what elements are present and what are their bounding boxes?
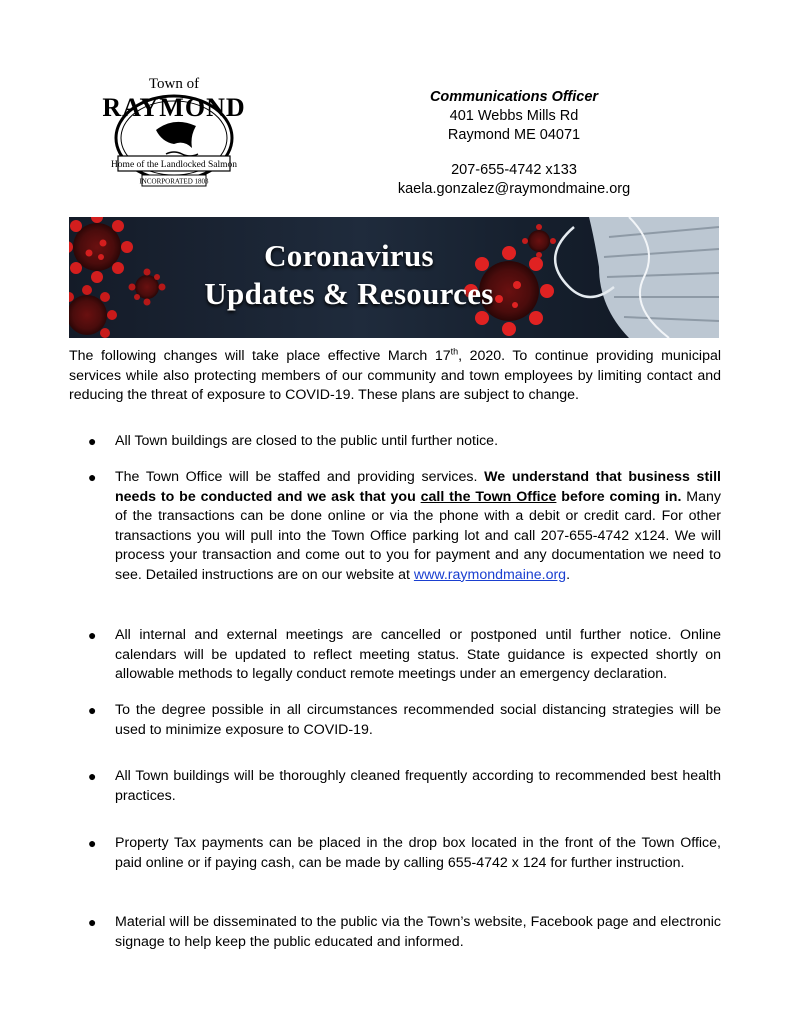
salmon-icon — [156, 122, 196, 148]
contact-email: kaela.gonzalez@raymondmaine.org — [397, 181, 631, 197]
face-mask-icon — [555, 217, 719, 338]
list-item: ● All Town buildings will be thoroughly cleaned frequently according to recommended best health practices. — [88, 768, 721, 804]
list-item: ● To the degree possible in all circumstances recommended social distancing strategies will be used to minimize exposure to COVID-19. — [88, 702, 721, 738]
bullet-icon: ● — [88, 469, 97, 485]
town-logo — [96, 72, 252, 196]
bullet-icon: ● — [88, 702, 97, 718]
website-link[interactable]: www.raymondmaine.org — [413, 566, 567, 583]
list-item: ● The Town Office will be staffed and providing services. We understand that business still needs to be conducted and we ask that you call the Town Office before coming in. Many of the transactions can be done online or via the phone with a debit or credit card. For other transactions you will pull into the Town Office parking lot and call 207-655-4742 x124. We will process your transaction and come out to you for payment and any documentation we need to see. Detailed instructions are on our website at www.raymondmaine.org. — [88, 469, 721, 583]
bullet-icon: ● — [88, 835, 97, 851]
bullet-icon: ● — [88, 627, 97, 643]
virus-icon — [69, 285, 117, 338]
call-town-office-text: call the Town Office — [420, 488, 557, 505]
contact-city: Raymond ME 04071 — [447, 127, 581, 143]
list-item: ● All internal and external meetings are cancelled or postponed until further notice. Online calendars will be updated to reflect meeting status. State guidance is expected shortly on allowable methods to legally conduct remote meetings under an emergency declaration. — [88, 627, 721, 682]
list-item: ● Material will be disseminated to the public via the Town’s website, Facebook page and electronic signage to help keep the public educated and informed. — [88, 914, 721, 950]
bullet-icon: ● — [88, 433, 97, 449]
logo-town-of: Town of — [148, 76, 200, 92]
coronavirus-banner — [69, 217, 719, 338]
contact-block — [380, 88, 648, 199]
virus-icon — [129, 269, 166, 306]
intro-paragraph: The following changes will take place effective March 17th, 2020. To continue providing municipal services while also protecting members of our community and town employees by limiting contact and reducing the threat of exposure to COVID-19. These plans are subject to change. — [69, 346, 721, 403]
logo-incorporated: INCORPORATED 1803 — [139, 177, 209, 186]
virus-icon — [522, 224, 556, 258]
list-item: ● Property Tax payments can be placed in the drop box located in the front of the Town Office, paid online or if paying cash, can be made by calling 655-4742 x 124 for further instruction. — [88, 835, 721, 871]
contact-phone: 207-655-4742 x133 — [451, 162, 577, 178]
bullet-icon: ● — [88, 914, 97, 930]
contact-street: 401 Webbs Mills Rd — [449, 108, 579, 124]
banner-line-1: Coronavirus — [264, 238, 434, 273]
logo-name: RAYMOND — [102, 93, 246, 122]
logo-tagline: Home of the Landlocked Salmon — [110, 160, 238, 170]
banner-line-2: Updates & Resources — [204, 276, 494, 311]
bullet-icon: ● — [88, 768, 97, 784]
virus-icon — [69, 217, 133, 283]
contact-title: Communications Officer — [429, 89, 599, 105]
list-item: ● All Town buildings are closed to the public until further notice. — [88, 432, 721, 452]
